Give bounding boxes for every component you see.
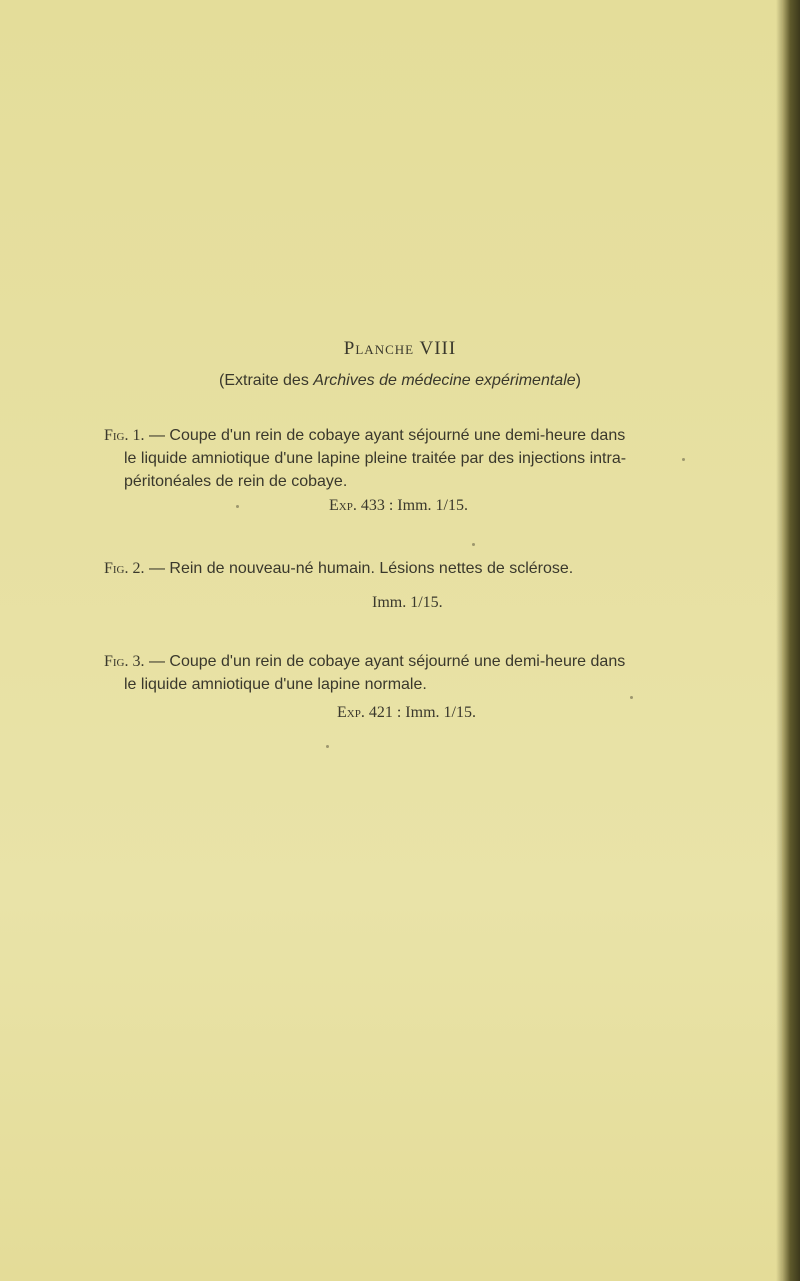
figure-2-text-1: — Rein de nouveau-né humain. Lésions nettes de sclérose.	[144, 560, 574, 577]
figure-1-label: Fig. 1.	[104, 427, 145, 444]
plate-title: Planche VIII	[343, 338, 457, 359]
journal-name: Archives de médecine expérimentale	[313, 372, 576, 389]
page-edge	[782, 0, 800, 1281]
figure-2-ref-text: Imm. 1/15.	[372, 594, 443, 611]
plate-subtitle	[0, 372, 800, 390]
figure-3-line-2: le liquide amniotique d'une lapine normale.	[124, 676, 427, 693]
figure-3-ref-label: Exp.	[337, 704, 365, 721]
figure-3-reference	[337, 704, 476, 722]
figure-1-caption	[104, 424, 724, 493]
figure-3-ref-text: 421 : Imm. 1/15.	[364, 704, 476, 721]
figure-1-reference	[329, 497, 468, 515]
figure-3-label: Fig. 3.	[104, 653, 145, 670]
paper-speck	[630, 696, 633, 699]
figure-1-text-1: — Coupe d'un rein de cobaye ayant séjourné une demi-heure dans	[144, 427, 626, 444]
figure-2-caption	[104, 557, 724, 580]
figure-2-reference	[372, 594, 443, 612]
figure-1-line-1	[104, 424, 724, 447]
figure-2-label: Fig. 2.	[104, 560, 145, 577]
figure-2-line-1	[104, 557, 724, 580]
figure-3-caption	[104, 650, 724, 696]
figure-3-text-1: — Coupe d'un rein de cobaye ayant séjourné une demi-heure dans	[144, 653, 626, 670]
subtitle-suffix: )	[575, 372, 581, 389]
figure-1-line-3: péritonéales de rein de cobaye.	[124, 473, 348, 490]
figure-1-line-2: le liquide amniotique d'une lapine pleine traitée par des injections intra-	[124, 450, 627, 467]
subtitle-prefix: (Extraite des	[219, 372, 314, 389]
figure-1-ref-label: Exp.	[329, 497, 357, 514]
paper-speck	[236, 505, 239, 508]
figure-3-line-1	[104, 650, 724, 673]
paper-speck	[682, 458, 685, 461]
figure-1-ref-text: 433 : Imm. 1/15.	[356, 497, 468, 514]
paper-speck	[326, 745, 329, 748]
paper-speck	[472, 543, 475, 546]
